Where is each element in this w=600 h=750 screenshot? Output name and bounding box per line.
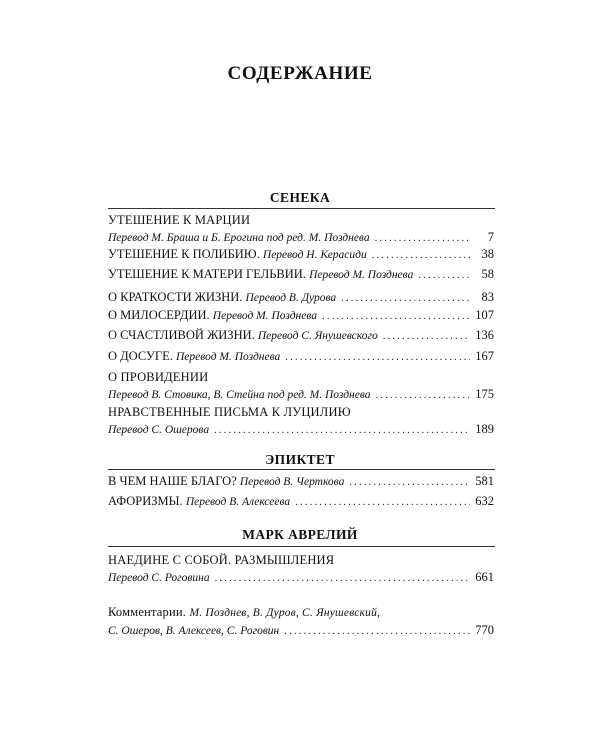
commentary-authors: М. Позднев, В. Дуров, С. Янушевский, [189, 607, 381, 619]
toc-entry [108, 369, 494, 404]
toc-entry [108, 289, 494, 307]
leader-dots [284, 623, 470, 640]
toc-entry [108, 404, 494, 439]
toc-entry-translator: Перевод В. Алексеева [185, 496, 291, 508]
leader-dots [375, 230, 471, 247]
toc-entry [108, 246, 494, 264]
toc-entry [108, 307, 494, 325]
section-divider [108, 208, 495, 209]
toc-entry-translator: Перевод М. Позднева [176, 351, 281, 363]
toc-entry [108, 327, 494, 345]
toc-entry-translator: Перевод С. Янушевского [257, 330, 378, 342]
toc-entry-translator: Перевод В. Дурова [245, 292, 337, 304]
toc-entry-page: 189 [475, 422, 494, 436]
toc-entry-title: НАЕДИНЕ С СОБОЙ. РАЗМЫШЛЕНИЯ [108, 553, 335, 567]
toc-entry-title: НРАВСТВЕННЫЕ ПИСЬМА К ЛУЦИЛИЮ [108, 405, 351, 419]
toc-entry-page: 38 [481, 247, 494, 261]
toc-entry [108, 552, 494, 587]
toc-entry-title: УТЕШЕНИЕ К МАРЦИИ [108, 213, 251, 227]
toc-entry-translator: Перевод М. Позднева [309, 269, 414, 281]
commentary-page: 770 [475, 623, 494, 637]
section-divider [108, 546, 495, 547]
toc-entry-page: 167 [475, 349, 494, 363]
toc-entry-title: В ЧЕМ НАШЕ БЛАГО? [108, 474, 237, 488]
toc-entry-translator: Перевод В. Стовика, В. Стейна под ред. М. Позднева [108, 389, 371, 401]
toc-entry-page: 7 [487, 230, 494, 244]
toc-entry [108, 212, 494, 247]
commentary-authors-continued: С. Ошеров, В. Алексеев, С. Роговин [108, 625, 280, 637]
toc-entry-title: О СЧАСТЛИВОЙ ЖИЗНИ. [108, 328, 255, 342]
section-divider [108, 469, 495, 470]
toc-entry-page: 58 [481, 267, 494, 281]
commentary-entry [108, 604, 494, 640]
toc-entry [108, 493, 494, 511]
toc-entry-translator: Перевод В. Черткова [239, 476, 345, 488]
section-title-epictetus: ЭПИКТЕТ [265, 452, 335, 467]
toc-entry-title: О ПРОВИДЕНИИ [108, 370, 209, 384]
leader-dots [285, 349, 470, 366]
toc-entry-page: 632 [475, 494, 494, 508]
toc-entry-title: О ДОСУГЕ. [108, 349, 173, 363]
toc-entry-page: 136 [475, 328, 494, 342]
toc-entry [108, 473, 494, 491]
leader-dots [215, 570, 471, 587]
leader-dots [418, 267, 471, 284]
section-title-marcus-aurelius: МАРК АВРЕЛИЙ [242, 527, 358, 542]
toc-entry-title: О КРАТКОСТИ ЖИЗНИ. [108, 290, 243, 304]
toc-entry-page: 83 [481, 290, 494, 304]
leader-dots [214, 422, 470, 439]
commentary-label: Комментарии. [108, 605, 187, 619]
toc-entry-translator: Перевод Н. Керасиди [262, 249, 367, 261]
toc-entry-title: АФОРИЗМЫ. [108, 494, 183, 508]
toc-entry-title: УТЕШЕНИЕ К МАТЕРИ ГЕЛЬВИИ. [108, 267, 306, 281]
toc-entry-translator: Перевод С. Ошерова [108, 424, 210, 436]
toc-entry [108, 348, 494, 366]
toc-entry-title: О МИЛОСЕРДИИ. [108, 308, 210, 322]
page-title: СОДЕРЖАНИЕ [227, 63, 373, 84]
section-title-seneca: СЕНЕКА [269, 190, 331, 205]
leader-dots [383, 328, 471, 345]
toc-entry-translator: Перевод М. Позднева [212, 310, 318, 322]
leader-dots [372, 247, 471, 264]
leader-dots [349, 474, 470, 491]
toc-entry-translator: Перевод С. Роговина [108, 572, 210, 584]
toc-entry [108, 266, 494, 284]
leader-dots [295, 494, 470, 511]
leader-dots [322, 308, 470, 325]
toc-entry-page: 107 [475, 308, 494, 322]
leader-dots [376, 387, 471, 404]
leader-dots [341, 290, 471, 307]
toc-entry-page: 581 [475, 474, 494, 488]
toc-entry-page: 175 [475, 387, 494, 401]
toc-entry-title: УТЕШЕНИЕ К ПОЛИБИЮ. [108, 247, 260, 261]
toc-entry-translator: Перевод М. Браша и Б. Ерогина под ред. М. Позднева [108, 232, 370, 244]
toc-entry-page: 661 [475, 570, 494, 584]
